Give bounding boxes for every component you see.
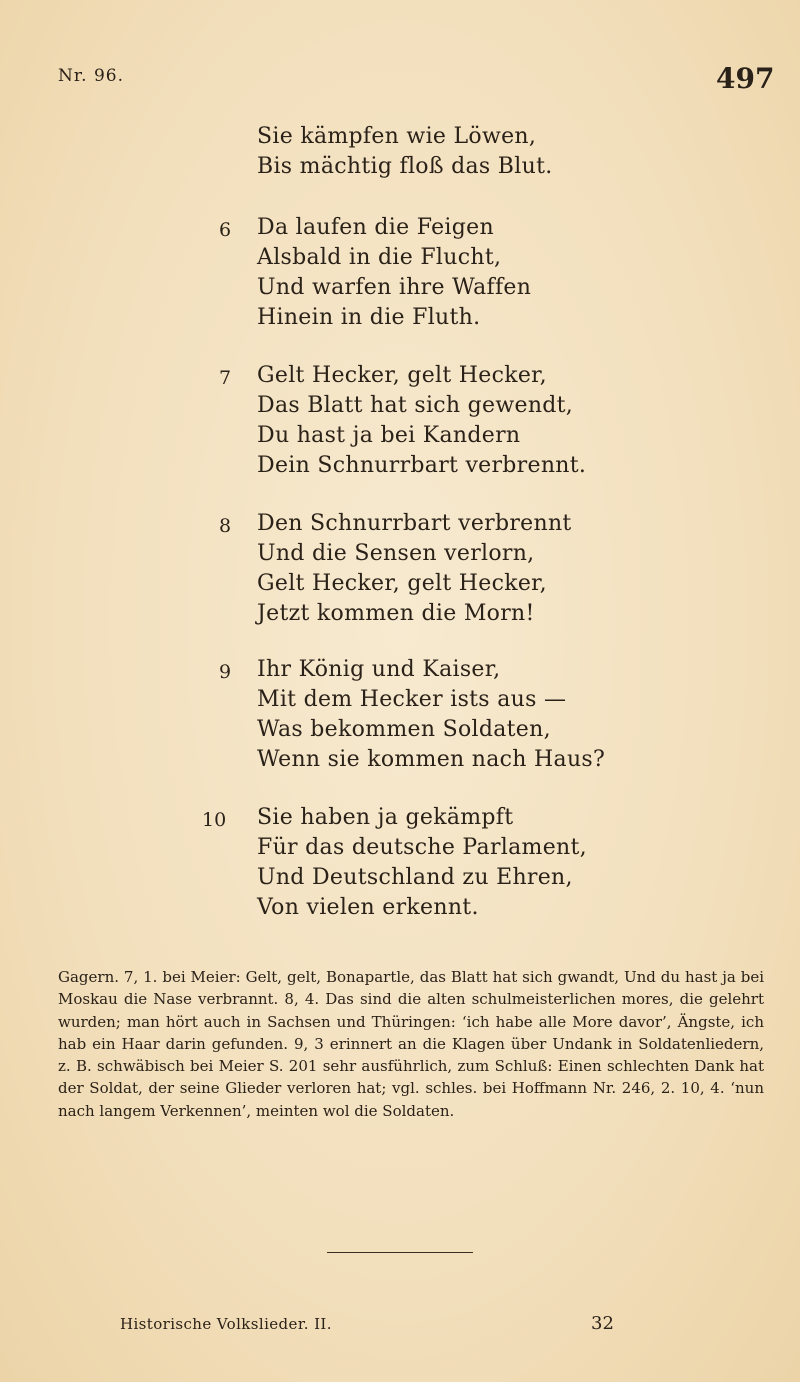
verse-line: Gelt Hecker, gelt Hecker, [257, 363, 547, 388]
verse-line: Und warfen ihre Waffen [257, 275, 532, 300]
verse-line: Und Deutschland zu Ehren, [257, 865, 573, 890]
footnote-text: Gagern. 7, 1. bei Meier: Gelt, gelt, Bonapartle, das Blatt hat sich gwandt, Und du hast ja bei Moskau die Nase verbrannt. 8, 4. Das sind die alten schulmeisterlichen mores, die gelehrt wurden; man hört auch in Sachsen und Thüringen: ‘ich habe alle More davor’, Ängste, ich hab ein Haar darin gefunden. 9, 3 erinnert an die Klagen über Undank in Soldatenliedern, z. B. schwäbisch bei Meier S. 201 sehr ausführlich, zum Schluß: Einen schlechten Dank hat der Soldat, der seine Glieder verloren hat; vgl. schles. bei Hoffmann Nr. 246, 2. 10, 4. ‘nun nach langem Verkennen’, meinten wol die Soldaten. [58, 968, 764, 1120]
verse-line: Das Blatt hat sich gewendt, [257, 393, 574, 418]
verse-line: Dein Schnurrbart verbrennt. [257, 453, 587, 478]
running-title: Nr. 96. [58, 66, 124, 86]
verse-line: Ihr König und Kaiser, [257, 657, 501, 682]
verse-line: Mit dem Hecker ists aus — [257, 687, 567, 712]
verse-line: Bis mächtig floß das Blut. [257, 154, 553, 179]
verse-line: Alsbald in die Flucht, [257, 245, 502, 270]
verse-line: Da laufen die Feigen [257, 215, 494, 240]
stanza-number: 7 [219, 367, 232, 389]
stanza-number: 10 [202, 809, 227, 831]
verse-line: Für das deutsche Parlament, [257, 835, 587, 860]
stanza-number: 6 [219, 219, 232, 241]
verse-line: Du hast ja bei Kandern [257, 423, 521, 448]
stanza-number: 8 [219, 515, 232, 537]
signature-mark: 32 [591, 1313, 614, 1334]
stanza-number: 9 [219, 661, 232, 683]
verse-line: Was bekommen Soldaten, [257, 717, 551, 742]
verse-line: Von vielen erkennt. [257, 895, 479, 920]
verse-line: Und die Sensen verlorn, [257, 541, 535, 566]
footer-book-title: Historische Volkslieder. II. [120, 1315, 332, 1333]
footnotes [58, 966, 764, 1122]
verse-line: Den Schnurrbart verbrennt [257, 511, 572, 536]
footer-divider [327, 1252, 473, 1253]
verse-line: Sie haben ja gekämpft [257, 805, 514, 830]
verse-line: Hinein in die Fluth. [257, 305, 481, 330]
page-number: 497 [716, 62, 775, 95]
verse-line: Sie kämpfen wie Löwen, [257, 124, 537, 149]
verse-line: Gelt Hecker, gelt Hecker, [257, 571, 547, 596]
verse-line: Jetzt kommen die Morn! [257, 601, 535, 626]
verse-line: Wenn sie kommen nach Haus? [257, 747, 606, 772]
